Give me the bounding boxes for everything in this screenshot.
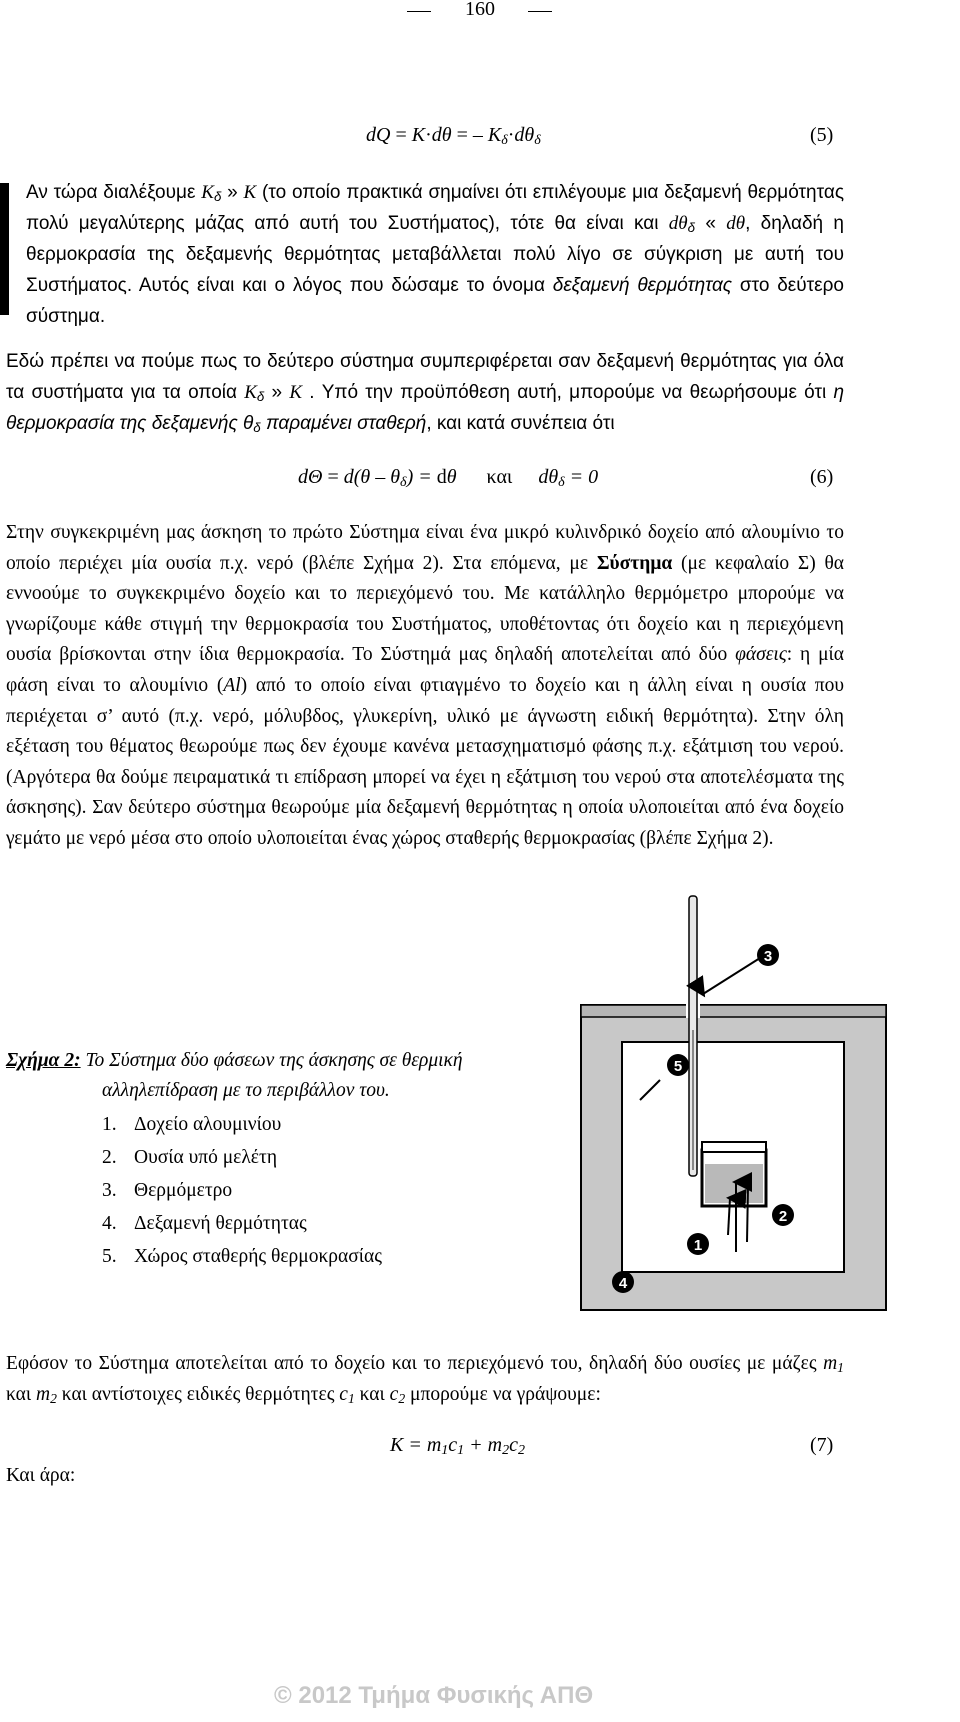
svg-text:1: 1: [693, 1237, 703, 1254]
equation-7: $K = m_1c_1 + m_2c_2$: [390, 1434, 526, 1458]
marker-5: [667, 1054, 689, 1076]
paragraph-4: Εφόσον το Σύστημα αποτελείται από το δοχείο και το περιεχόμενό του, δηλαδή δύο ουσίες με μάζες $m_1$ και $m_2$ και αντίστοιχες ειδικές θερμότητες $c_1$ και $c_2$ μπορούμε να γράψουμε:: [6, 1353, 844, 1406]
paragraph-3: Στην συγκεκριμένη μας άσκηση το πρώτο Σύστημα είναι ένα μικρό κυλινδρικό δοχείο από αλουμίνιο το οποίο περιέχει μία ουσία π.χ. νερό (βλέπε Σχήμα 2). Στα επόμενα, με Σύστημα (με κεφαλαίο Σ) θα εννοούμε το συγκεκριμένο δοχείο και το περιεχόμενό του. Με κατάλληλο θερμόμετρο μπορούμε να γνωρίζουμε κάθε στιγμή την θερμοκρασία του Συστήματος, υποθέτοντας ότι δοχείο και η περιεχόμενη ουσία βρίσκονται στην ίδια θερμοκρασία. Το Σύστημά μας δηλαδή αποτελείται από δύο φάσεις: η μία φάση είναι το αλουμίνιο (Al) από το οποίο είναι φτιαγμένο το δοχείο και η άλλη είναι η ουσία που περιέχεται σ’ αυτό (π.χ. νερό, μόλυβδος, γλυκερίνη, υλικό με άγνωστη ειδική θερμότητα). Στην όλη εξέταση του θέματος θεωρούμε πως δεν έχουμε κανένα μετασχηματισμό φάσης π.χ. εξάτμιση του νερού. (Αργότερα θα δούμε πειραματικά τι επίδραση μπορεί να έχει η εξάτμιση του νερού στα αποτελέσματα της άσκησης). Σαν δεύτερο σύστημα θεωρούμε μία δεξαμενή θερμότητας η οποία υλοποιείται από ένα δοχείο γεμάτο με νερό μέσα στο οποίο υλοποιείται ένας χώρος σταθερής θερμοκρασίας (βλέπε Σχήμα 2).: [6, 522, 844, 849]
paragraph-2: Εδώ πρέπει να πούμε πως το δεύτερο σύστημα συμπεριφέρεται σαν δεξαμενή θερμότητας για όλα τα συστήματα για τα οποία $K_\delta$ » K . Υπό την προϋπόθεση αυτή, μπορούμε να θεωρήσουμε ότι η θερμοκρασία της δεξαμενής $\theta_\delta$ παραμένει σταθερή, και κατά συνέπεια ότι: [6, 351, 844, 435]
legend-item: 4. Δεξαμενή θερμότητας: [102, 1213, 307, 1234]
figure-2-diagram: [580, 880, 940, 1330]
header-rule-right: [528, 11, 552, 12]
equation-5-number: (5): [810, 124, 834, 146]
legend-item: 1. Δοχείο αλουμινίου: [102, 1114, 282, 1135]
kai-ara-label: Και άρα:: [6, 1465, 76, 1486]
equation-5: dQ = K·dθ = – $K_\delta\cdot d\theta_\delta$: [366, 124, 541, 148]
lid: [581, 1005, 886, 1017]
marker-4: [612, 1271, 634, 1293]
figure-legend: [102, 1108, 382, 1273]
figure-caption: Σχήμα 2: Το Σύστημα δύο φάσεων της άσκησης σε θερμική αλληλεπίδραση με το περιβάλλον του.: [6, 1050, 463, 1101]
svg-text:3: 3: [763, 948, 773, 965]
equation-7-number: (7): [810, 1434, 834, 1456]
header-rule-left: [407, 11, 431, 12]
svg-text:5: 5: [673, 1058, 683, 1075]
legend-item: 2. Ουσία υπό μελέτη: [102, 1147, 278, 1168]
page-number: 160: [465, 0, 495, 20]
equation-6: $d\Theta = d(\theta - \theta_\delta) = d\theta$ και $d\theta_\delta = 0$: [298, 466, 599, 490]
legend-item: 3. Θερμόμετρο: [102, 1180, 233, 1201]
marker-2: [772, 1204, 794, 1226]
substance: [705, 1164, 763, 1203]
marker-3: [757, 944, 779, 966]
marker-1: [687, 1233, 709, 1255]
change-bar: [0, 183, 9, 315]
legend-item: 5. Χώρος σταθερής θερμοκρασίας: [102, 1246, 382, 1267]
page-header: [0, 0, 960, 24]
equation-6-number: (6): [810, 466, 834, 488]
paragraph-1: Αν τώρα διαλέξουμε $K_\delta$ » K (το οποίο πρακτικά σημαίνει ότι επιλέγουμε μια δεξαμενή θερμότητας πολύ μεγαλύτερης μάζας από αυτή του Συστήματος), τότε θα είναι και $d\theta_\delta$ « dθ, δηλαδή η θερμοκρασία της δεξαμενής θερμότητας μεταβάλλεται πολύ λίγο σε σύγκριση με αυτή του Συστήματος. Αυτός είναι και ο λόγος που δώσαμε το όνομα δεξαμενή θερμότητας στο δεύτερο σύστημα.: [26, 182, 845, 327]
figure-label: Σχήμα 2:: [6, 1050, 81, 1071]
svg-text:4: 4: [618, 1275, 628, 1292]
footer-copyright: © 2012 Τμήμα Φυσικής ΑΠΘ: [274, 1682, 594, 1709]
svg-text:2: 2: [778, 1208, 788, 1225]
container-cap: [702, 1142, 766, 1152]
